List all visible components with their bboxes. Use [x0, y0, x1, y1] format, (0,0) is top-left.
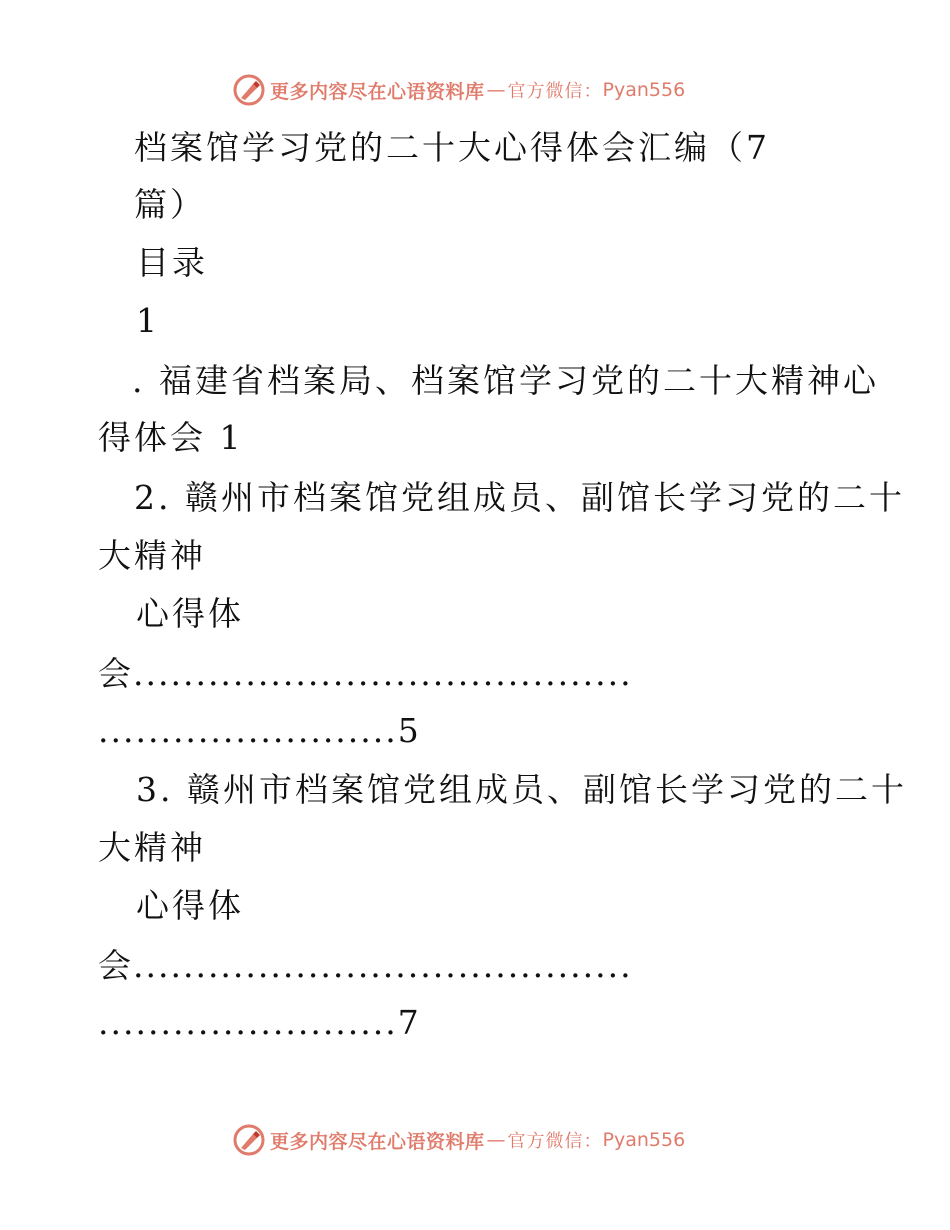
watermark-wechat-id: Pyan556 [602, 1129, 686, 1151]
toc-entry-3-line-2: 大精神 [98, 828, 206, 867]
toc-entry-1-number: 1 [136, 301, 160, 340]
toc-entry-1-line-2: 得体会 1 [98, 418, 244, 457]
watermark-wechat-label: 官方微信： [507, 81, 603, 102]
watermark-wechat-label: 官方微信： [507, 1131, 603, 1152]
toc-entry-2-line-2: 大精神 [98, 536, 206, 575]
watermark-wechat-id: Pyan556 [602, 79, 686, 101]
toc-entry-2-line-1: 2. 赣州市档案馆党组成员、副馆长学习党的二十 [134, 478, 905, 517]
toc-entry-2-line-4: 会........................................ [98, 654, 633, 693]
toc-entry-1-line-1: . 福建省档案局、档案馆学习党的二十大精神心 [132, 361, 879, 400]
header-watermark [232, 70, 685, 110]
toc-entry-2-line-3: 心得体 [136, 594, 244, 633]
pen-logo-icon [232, 73, 266, 107]
toc-entry-2-page: ........................5 [98, 711, 421, 750]
document-title-line-2: 篇） [134, 185, 206, 224]
toc-entry-3-line-1: 3. 赣州市档案馆党组成员、副馆长学习党的二十 [136, 770, 907, 809]
toc-entry-3-line-4: 会........................................ [98, 946, 633, 985]
watermark-text: 更多内容尽在心语资料库 [270, 1130, 485, 1153]
watermark-dash: — [486, 1129, 506, 1151]
pen-logo-icon [232, 1123, 266, 1157]
watermark-text: 更多内容尽在心语资料库 [270, 80, 485, 103]
watermark-dash: — [486, 79, 506, 101]
toc-heading: 目录 [136, 243, 208, 282]
footer-watermark [232, 1120, 685, 1160]
toc-entry-3-page: ........................7 [98, 1003, 421, 1042]
document-title-line-1: 档案馆学习党的二十大心得体会汇编（7 [134, 128, 770, 167]
toc-entry-3-line-3: 心得体 [136, 886, 244, 925]
